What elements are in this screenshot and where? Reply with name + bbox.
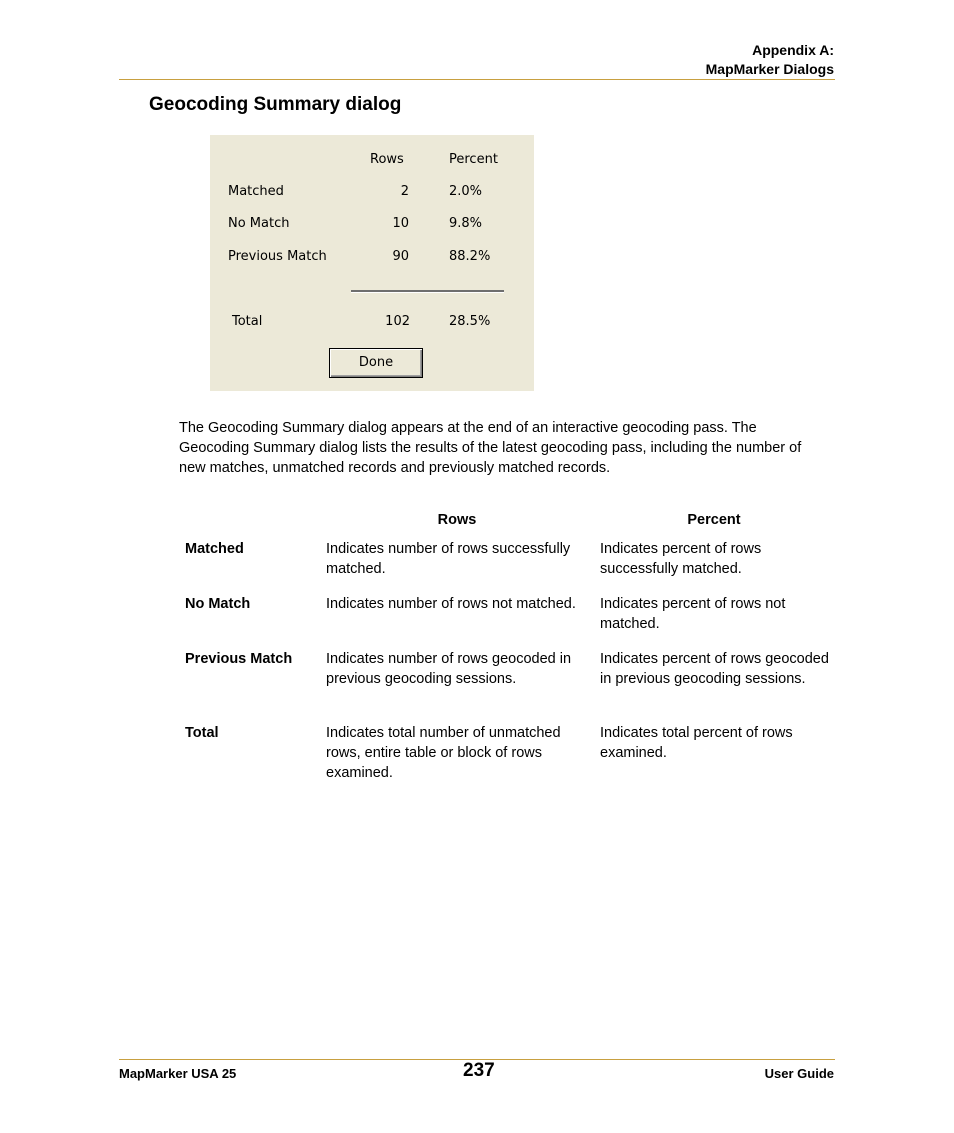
row-percent-desc: Indicates percent of rows geocoded in previous geocoding sessions. — [600, 651, 829, 687]
dialog-label-total: Total — [232, 314, 263, 329]
row-term: No Match — [185, 596, 251, 612]
dialog-label-matched: Matched — [228, 184, 284, 199]
row-rows-desc: Indicates total number of unmatched rows, entire table or block of rows examined. — [326, 725, 561, 781]
dialog-rows-total: 102 — [385, 314, 410, 329]
geocoding-summary-dialog — [210, 135, 534, 391]
section-title: Geocoding Summary dialog — [149, 94, 402, 115]
table-header-rows: Rows — [437, 512, 477, 528]
dialog-separator — [351, 290, 504, 293]
header-chapter: MapMarker Dialogs — [705, 61, 834, 77]
dialog-col-percent: Percent — [449, 152, 498, 167]
row-percent-desc: Indicates percent of rows successfully matched. — [600, 541, 762, 577]
dialog-percent-previous-match: 88.2% — [449, 249, 491, 264]
header-rule — [119, 79, 835, 80]
table-header-row — [179, 505, 839, 539]
row-term: Previous Match — [185, 651, 293, 667]
row-rows-desc: Indicates number of rows not matched. — [326, 596, 576, 612]
header-appendix: Appendix A: — [752, 42, 834, 58]
footer-product: MapMarker USA 25 — [119, 1066, 237, 1081]
dialog-col-rows: Rows — [370, 152, 404, 167]
row-percent-desc: Indicates percent of rows not matched. — [600, 596, 786, 632]
dialog-label-no-match: No Match — [228, 216, 290, 231]
table-row — [179, 594, 839, 649]
dialog-label-previous-match: Previous Match — [228, 249, 327, 264]
row-rows-desc: Indicates number of rows successfully matched. — [326, 541, 571, 577]
dialog-rows-no-match: 10 — [392, 216, 409, 231]
row-percent-desc: Indicates total percent of rows examined. — [600, 725, 793, 761]
dialog-percent-matched: 2.0% — [449, 184, 483, 199]
table-row — [179, 539, 839, 594]
row-term: Matched — [185, 541, 244, 557]
row-rows-desc: Indicates number of rows geocoded in previous geocoding sessions. — [326, 651, 572, 687]
row-term: Total — [185, 725, 219, 741]
running-header — [706, 41, 834, 79]
page-number: 237 — [463, 1060, 495, 1081]
intro-paragraph: The Geocoding Summary dialog appears at the end of an interactive geocoding pass. The Geocoding Summary dialog lists the results of the latest geocoding pass, including the number of new matches, unmatched records and previously matched records. — [179, 420, 802, 476]
table-row — [179, 723, 839, 783]
dialog-percent-no-match: 9.8% — [449, 216, 483, 231]
footer-guide: User Guide — [764, 1066, 834, 1081]
dialog-rows-matched: 2 — [400, 184, 409, 199]
table-header-percent: Percent — [687, 512, 741, 528]
done-button[interactable]: Done — [329, 348, 423, 378]
dialog-percent-total: 28.5% — [449, 314, 491, 329]
field-description-table — [179, 505, 839, 783]
dialog-rows-previous-match: 90 — [392, 249, 409, 264]
table-row — [179, 649, 839, 723]
